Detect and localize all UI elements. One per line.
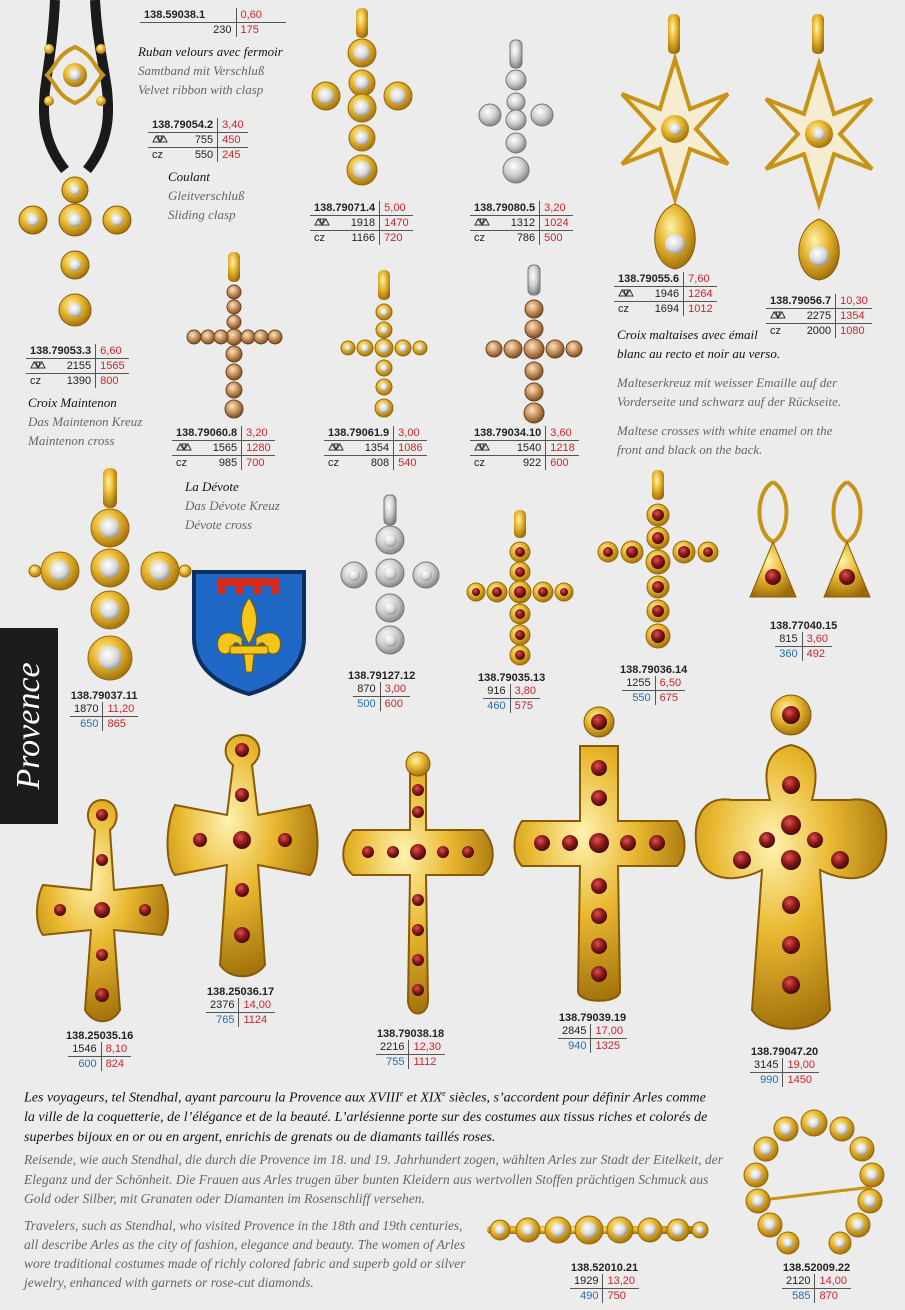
item-price: 500 <box>544 232 563 244</box>
item-value: 550 <box>182 148 217 163</box>
caption-de: Das Maintenon Kreuz <box>28 414 143 429</box>
item-price: 245 <box>222 149 241 161</box>
item-price: 720 <box>384 232 403 244</box>
caption-fr-2: blanc au recto et noir au verso. <box>617 346 781 361</box>
item-price: 175 <box>240 24 259 36</box>
maintenon-caption <box>28 393 142 450</box>
item-ref: 138.52010.21 <box>570 1262 639 1274</box>
item-79055-price-block <box>614 272 717 316</box>
item-value: 1694 <box>645 302 684 317</box>
cross-79127-image <box>340 495 440 660</box>
item-value: 1918 <box>341 216 380 231</box>
item-ref: 138.52009.22 <box>782 1262 851 1274</box>
item-ref: 138.77040.15 <box>770 620 838 632</box>
caption-en: Dévote cross <box>185 517 253 532</box>
item-value: 2216 <box>376 1040 409 1055</box>
item-header-price: 10,30 <box>836 294 872 309</box>
brooch-52010-image <box>482 1206 712 1254</box>
item-price: 1280 <box>242 441 275 456</box>
caption-de: Samtband mit Verschluß <box>138 63 265 78</box>
cz-label: cz <box>314 232 325 244</box>
item-price: 3,60 <box>802 632 832 647</box>
item-price: 1112 <box>413 1056 437 1068</box>
item-ref: 138.79035.13 <box>478 672 546 684</box>
item-ref: 138.79038.18 <box>376 1028 445 1040</box>
item-value: 1929 <box>570 1274 603 1289</box>
caption-de: Gleitverschluß <box>168 188 245 203</box>
item-value: 2845 <box>558 1024 591 1039</box>
item-value-blue: 755 <box>376 1055 409 1070</box>
item-price: 1024 <box>540 216 573 231</box>
item-price: 865 <box>107 718 126 730</box>
item-ref: 138.79080.5 <box>470 201 540 216</box>
item-value: 985 <box>203 456 242 471</box>
diamond-stone-icon <box>148 133 182 148</box>
caption-de: Das Dévote Kreuz <box>185 498 280 513</box>
item-value: 1166 <box>341 231 380 246</box>
item-price: 17,00 <box>591 1024 627 1039</box>
item-value: 870 <box>353 682 380 697</box>
item-price: 3,00 <box>380 682 410 697</box>
item-ref: 138.79055.6 <box>614 272 684 287</box>
item-header-price: 3,20 <box>540 201 573 216</box>
earrings-77040-image <box>745 472 880 612</box>
cross-79035-image <box>465 510 575 665</box>
diamond-stone-icon <box>470 441 503 456</box>
cz-label: cz <box>770 325 781 337</box>
cz-label: cz <box>152 149 163 161</box>
item-79054-price-block <box>148 118 248 162</box>
item-price: 1218 <box>546 441 579 456</box>
maintenon-cross-image <box>15 175 145 335</box>
cz-label: cz <box>30 375 41 387</box>
item-value: 1312 <box>501 216 540 231</box>
item-value: 916 <box>483 684 510 699</box>
item-price: 1354 <box>836 309 872 324</box>
cross-79047-image <box>692 690 890 1035</box>
horseshoe-brooch-52009-image <box>742 1105 887 1260</box>
diamond-stone-icon <box>470 216 501 231</box>
item-price: 13,20 <box>603 1274 639 1289</box>
cross-79080-image <box>468 40 568 200</box>
caption-fr: La Dévote <box>185 479 239 494</box>
item-price: 1086 <box>394 441 427 456</box>
item-ref: 138.79127.12 <box>348 670 416 682</box>
item-value: 2155 <box>57 359 96 374</box>
item-value-blue: 600 <box>68 1057 101 1072</box>
diamond-stone-icon <box>766 309 797 324</box>
item-value: 815 <box>775 632 802 647</box>
item-header-price: 5,00 <box>380 201 413 216</box>
item-ref: 138.79034.10 <box>470 426 546 441</box>
item-price: 450 <box>218 133 248 148</box>
item-price: 1450 <box>787 1074 812 1086</box>
intro-fr-part2: siècles, s’accordent pour définir Arles comme la ville de la coquetterie, de l’élégance et de la beauté. L’arlésienne porte sur des costumes aux tissus riches et colorés de superbes bijoux en or ou en argent, enrichis de grenats ou de diamants taillés roses. <box>24 1090 708 1145</box>
item-ref: 138.25036.17 <box>206 986 275 998</box>
item-79039-price-block <box>558 1012 627 1053</box>
cross-79071-image <box>308 8 418 203</box>
cross-79060-image <box>186 252 286 427</box>
cross-79036-image <box>596 470 721 660</box>
cross-79034-image <box>484 265 584 425</box>
item-ref: 138.79036.14 <box>620 664 688 676</box>
caption-de-2: Vorderseite und schwarz auf der Rückseite. <box>617 394 842 409</box>
item-value: 1390 <box>57 374 96 389</box>
item-price: 3,80 <box>510 684 540 699</box>
item-header-price: 7,60 <box>684 272 717 287</box>
caption-en: Velvet ribbon with clasp <box>138 82 264 97</box>
item-price: 575 <box>514 700 533 712</box>
item-79053-price-block <box>26 344 129 388</box>
item-price: 14,00 <box>815 1274 851 1289</box>
caption-fr-1: Croix maltaises avec émail <box>617 327 758 342</box>
item-value-blue: 990 <box>750 1073 783 1088</box>
item-price: 1012 <box>688 303 713 315</box>
item-79037-price-block <box>70 690 138 731</box>
item-value: 2000 <box>797 324 836 339</box>
item-79047-price-block <box>750 1046 819 1087</box>
item-value: 2120 <box>782 1274 815 1289</box>
item-price: 19,00 <box>783 1058 819 1073</box>
item-79036-price-block <box>620 664 687 705</box>
item-value-blue: 490 <box>570 1289 603 1304</box>
item-value-blue: 940 <box>558 1039 591 1054</box>
item-ref: 138.79037.11 <box>70 690 138 702</box>
item-value: 1946 <box>645 287 684 302</box>
item-price: 800 <box>100 375 119 387</box>
item-ref: 138.79053.3 <box>26 344 96 359</box>
item-price: 1325 <box>595 1040 620 1052</box>
caption-en: Maintenon cross <box>28 433 115 448</box>
cz-label: cz <box>474 457 485 469</box>
item-header-price: 3,20 <box>242 426 275 441</box>
cross-79061-image <box>340 270 430 425</box>
item-price: 1470 <box>380 216 413 231</box>
item-ref: 138.79056.7 <box>766 294 836 309</box>
item-ref: 138.79061.9 <box>324 426 394 441</box>
diamond-stone-icon <box>26 359 57 374</box>
devote-caption <box>185 477 280 534</box>
item-value: 2376 <box>206 998 239 1013</box>
cross-79039-image <box>512 706 687 1006</box>
item-price: 1565 <box>96 359 129 374</box>
item-price: 12,30 <box>409 1040 445 1055</box>
intro-fr-sup2: e <box>442 1089 446 1098</box>
caption-fr: Ruban velours avec fermoir <box>138 44 283 59</box>
item-ref: 138.79060.8 <box>172 426 242 441</box>
intro-text-fr <box>24 1084 714 1147</box>
cross-25036-image <box>165 725 320 987</box>
item-value-blue: 360 <box>775 647 802 662</box>
item-value: 1565 <box>203 441 242 456</box>
cz-label: cz <box>328 457 339 469</box>
item-price: 700 <box>246 457 265 469</box>
item-59038-price-block <box>140 8 286 37</box>
cz-label: cz <box>474 232 485 244</box>
cz-label: cz <box>176 457 187 469</box>
item-price: 675 <box>659 692 679 704</box>
item-value: 755 <box>182 133 217 148</box>
item-value: 1870 <box>70 702 103 717</box>
item-price: 8,10 <box>101 1042 131 1057</box>
maltese-caption <box>617 325 841 459</box>
caption-fr: Croix Maintenon <box>28 395 117 410</box>
item-ref: 138.79047.20 <box>750 1046 819 1058</box>
side-tab-label: Provence <box>10 662 47 790</box>
item-ref: 138.25035.16 <box>66 1030 134 1042</box>
item-value: 808 <box>355 456 394 471</box>
item-79035-price-block <box>478 672 545 713</box>
item-price: 540 <box>398 457 417 469</box>
item-price: 870 <box>819 1290 838 1302</box>
item-value: 1540 <box>503 441 545 456</box>
item-header-price: 3,00 <box>394 426 427 441</box>
diamond-stone-icon <box>310 216 341 231</box>
diamond-stone-icon <box>324 441 355 456</box>
item-price: 11,20 <box>103 702 138 717</box>
item-79060-price-block <box>172 426 275 470</box>
ribbon-caption <box>138 42 283 99</box>
item-price: 1264 <box>684 287 717 302</box>
item-price: 600 <box>384 698 403 710</box>
item-79127-price-block <box>348 670 415 711</box>
caption-fr: Coulant <box>168 169 210 184</box>
intro-fr-sup1: e <box>399 1089 404 1098</box>
item-79080-price-block <box>470 201 573 245</box>
caption-en-1: Maltese crosses with white enamel on the <box>617 423 833 438</box>
item-52010-price-block <box>570 1262 639 1303</box>
item-52009-price-block <box>782 1262 851 1303</box>
maltese-cross-79056-image <box>762 14 877 284</box>
intro-fr-part1: Les voyageurs, tel Stendhal, ayant parcouru la Provence aux XVIII <box>24 1090 400 1106</box>
item-value: 1546 <box>68 1042 101 1057</box>
item-price: 750 <box>607 1290 626 1302</box>
item-79071-price-block <box>310 201 413 245</box>
item-79061-price-block <box>324 426 427 470</box>
cross-25035-image <box>35 795 170 1027</box>
item-price: 600 <box>550 457 569 469</box>
item-value: 1354 <box>355 441 394 456</box>
item-header-price: 3,60 <box>546 426 579 441</box>
item-value: 786 <box>501 231 540 246</box>
item-79038-price-block <box>376 1028 445 1069</box>
item-value-blue: 460 <box>483 699 510 714</box>
cross-79038-image <box>338 750 498 1025</box>
item-ref: 138.79039.19 <box>558 1012 627 1024</box>
maltese-cross-79055-image <box>618 14 733 274</box>
item-25035-price-block <box>66 1030 133 1071</box>
item-price: 492 <box>806 648 825 660</box>
item-price: 1124 <box>243 1014 268 1026</box>
diamond-stone-icon <box>614 287 645 302</box>
provence-coat-of-arms-icon <box>190 568 308 696</box>
item-value: 2275 <box>797 309 836 324</box>
item-ref: 138.79071.4 <box>310 201 380 216</box>
item-value: 1255 <box>622 676 655 691</box>
coulant-caption <box>168 167 245 224</box>
item-value: 922 <box>503 456 545 471</box>
item-ref: 138.79054.2 <box>148 118 218 133</box>
item-price: 14,00 <box>239 998 275 1013</box>
caption-en: Sliding clasp <box>168 207 236 222</box>
caption-en-2: front and black on the back. <box>617 442 763 457</box>
item-value-blue: 500 <box>353 697 380 712</box>
intro-text-de: Reisende, wie auch Stendhal, die durch die Provence im 18. und 19. Jahrhundert zogen, wählten Arles zur Stadt der Eitelkeit, der Eleganz und der Schönheit. Die Frauen aus Arles trugen über bunten Kleidern aus wertvollen Stoffen prächtigen Schmuck aus Gold oder Silber, mit Granaten oder Diamanten im Rosenschliff versehen. <box>24 1152 723 1206</box>
provence-side-tab <box>0 628 58 824</box>
intro-text-en: Travelers, such as Stendhal, who visited Provence in the 18th and 19th centuries, all describe Arles as the city of fashion, elegance and beauty. The women of Arles wore traditional costumes made of richly colored fabric and superb gold or silver jewelry, enhanced with garnets or rose-cut diamonds. <box>24 1218 466 1290</box>
item-79034-price-block <box>470 426 579 470</box>
item-value-blue: 765 <box>206 1013 239 1028</box>
item-price: 6,50 <box>655 676 685 691</box>
item-header-price: 3,40 <box>218 118 248 133</box>
item-price: 824 <box>105 1058 125 1070</box>
diamond-stone-icon <box>172 441 203 456</box>
cz-label: cz <box>618 303 629 315</box>
item-value-blue: 650 <box>70 717 103 732</box>
item-value-blue: 550 <box>622 691 655 706</box>
item-price-first: 0,60 <box>236 8 286 23</box>
item-value: 230 <box>140 23 236 38</box>
item-header-price: 6,60 <box>96 344 129 359</box>
item-ref: 138.59038.1 <box>140 8 236 23</box>
item-price: 1080 <box>840 325 865 337</box>
intro-fr-mid: et XIX <box>403 1090 443 1106</box>
item-value: 3145 <box>750 1058 783 1073</box>
caption-de-1: Malteserkreuz mit weisser Emaille auf der <box>617 375 838 390</box>
item-77040-price-block <box>770 620 837 661</box>
item-value-blue: 585 <box>782 1289 815 1304</box>
item-25036-price-block <box>206 986 275 1027</box>
